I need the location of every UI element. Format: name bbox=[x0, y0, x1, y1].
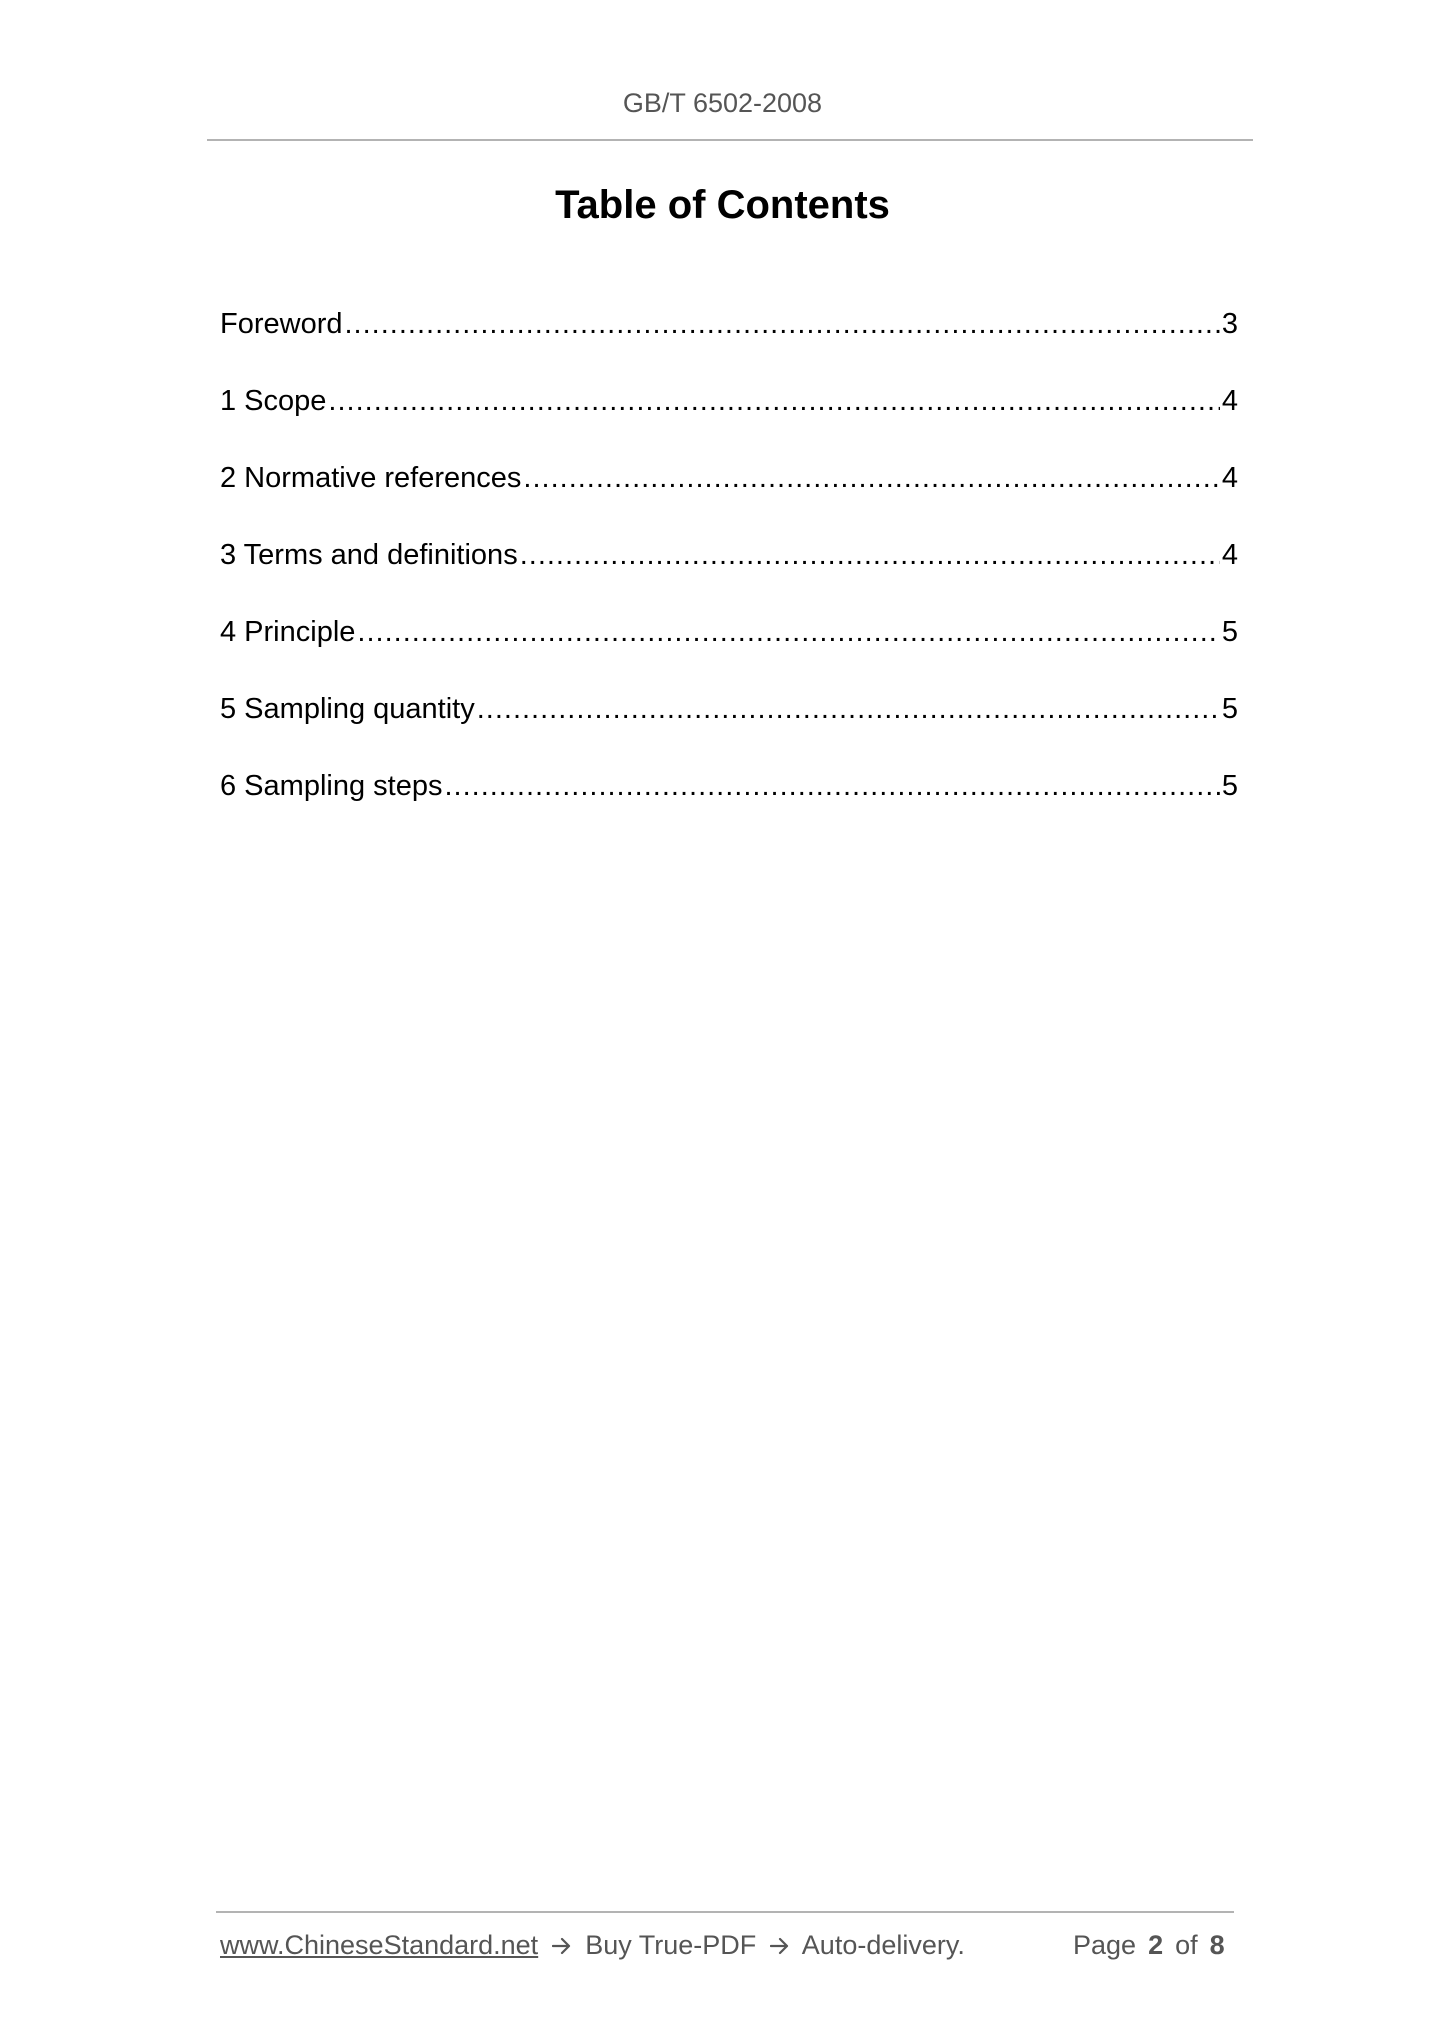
document-code-header: GB/T 6502-2008 bbox=[622, 88, 823, 118]
toc-entry-page: 5 bbox=[1221, 616, 1238, 648]
toc-entry[interactable] bbox=[220, 610, 1238, 687]
toc-entry-page: 4 bbox=[1221, 539, 1238, 571]
toc-entry-page: 5 bbox=[1221, 693, 1238, 725]
page-indicator bbox=[1073, 1930, 1225, 1961]
toc-entry-label: 3 Terms and definitions bbox=[220, 539, 518, 571]
footer-divider bbox=[216, 1911, 1234, 1913]
toc-entry[interactable] bbox=[220, 302, 1238, 379]
toc-dot-leader bbox=[328, 379, 1219, 423]
header-divider bbox=[207, 139, 1253, 141]
toc-dot-leader bbox=[523, 456, 1219, 500]
toc-entry-page: 4 bbox=[1221, 385, 1238, 417]
current-page-number: 2 bbox=[1148, 1930, 1164, 1960]
of-word: of bbox=[1175, 1930, 1198, 1960]
page-word: Page bbox=[1073, 1930, 1137, 1960]
toc-entry[interactable] bbox=[220, 456, 1238, 533]
toc-entry-page: 3 bbox=[1221, 308, 1238, 340]
toc-entry-label: 1 Scope bbox=[220, 385, 327, 417]
toc-dot-leader bbox=[520, 533, 1220, 577]
toc-entry[interactable] bbox=[220, 379, 1238, 456]
delivery-text: Auto-delivery. bbox=[801, 1930, 965, 1960]
toc-dot-leader bbox=[477, 687, 1220, 731]
toc-entry-page: 5 bbox=[1221, 770, 1238, 802]
toc-entry[interactable] bbox=[220, 764, 1238, 841]
toc-dot-leader bbox=[444, 764, 1219, 808]
toc-entry-label: 5 Sampling quantity bbox=[220, 693, 475, 725]
buy-text: Buy True-PDF bbox=[585, 1930, 757, 1960]
table-of-contents bbox=[220, 302, 1238, 841]
toc-entry[interactable] bbox=[220, 533, 1238, 610]
toc-entry-label: 2 Normative references bbox=[220, 462, 522, 494]
toc-entry-label: 4 Principle bbox=[220, 616, 356, 648]
website-link[interactable]: www.ChineseStandard.net bbox=[220, 1930, 539, 1960]
toc-entry-label: Foreword bbox=[220, 308, 343, 340]
toc-dot-leader bbox=[357, 610, 1219, 654]
footer-promo bbox=[220, 1930, 965, 1961]
right-arrow-icon bbox=[770, 1930, 790, 1961]
toc-entry-page: 4 bbox=[1221, 462, 1238, 494]
page-title: Table of Contents bbox=[555, 183, 890, 227]
right-arrow-icon bbox=[552, 1930, 572, 1961]
total-pages-number: 8 bbox=[1209, 1930, 1225, 1960]
toc-dot-leader bbox=[345, 302, 1220, 346]
toc-entry[interactable] bbox=[220, 687, 1238, 764]
toc-entry-label: 6 Sampling steps bbox=[220, 770, 443, 802]
